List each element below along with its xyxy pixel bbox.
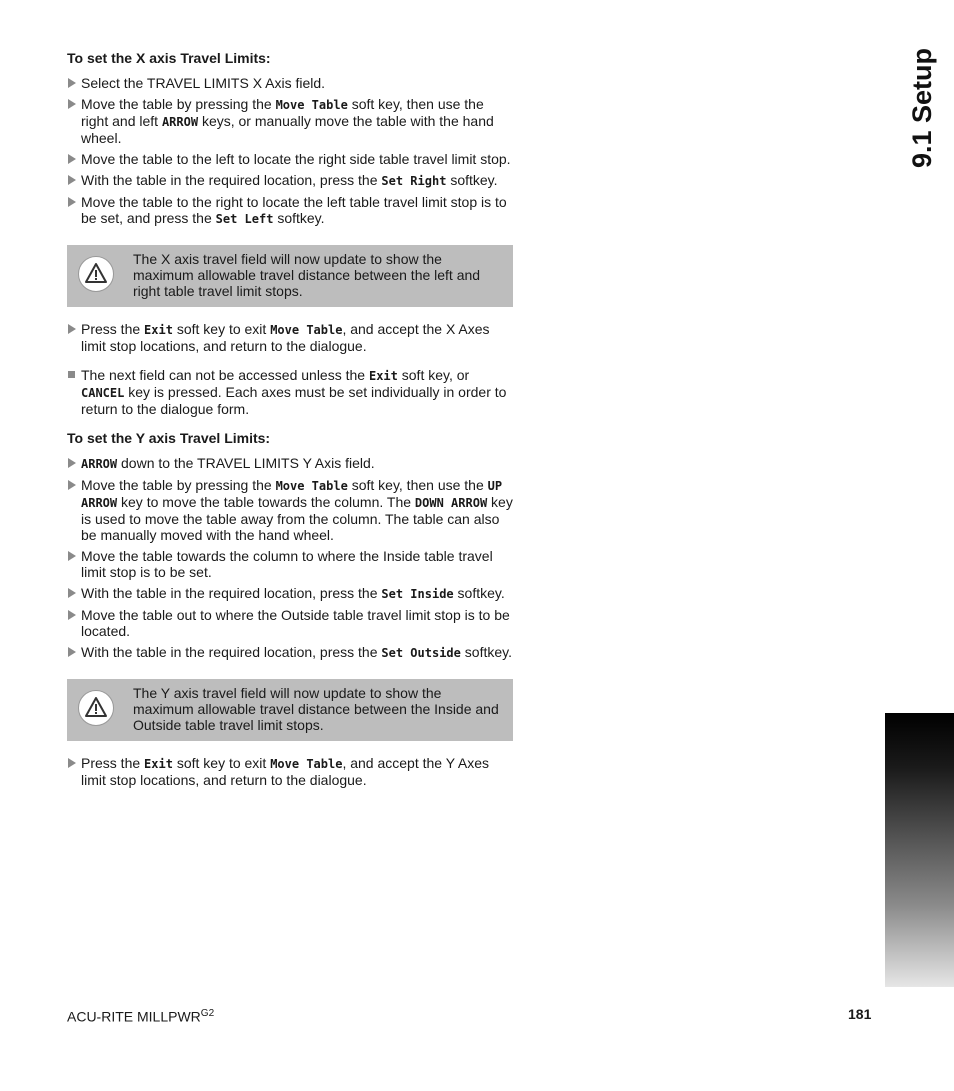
step-text: Move the table towards the column to where the Inside table travel limit stop is to be set. — [81, 548, 493, 580]
step-item — [67, 321, 513, 354]
chapter-tab — [885, 713, 954, 987]
step-text: With the table in the required location, press the Set Outside softkey. — [81, 644, 512, 660]
page-content — [67, 50, 513, 793]
softkey-label: DOWN ARROW — [414, 496, 488, 510]
y-axis-steps — [67, 455, 513, 661]
softkey-label: Set Right — [381, 174, 447, 188]
y-axis-heading: To set the Y axis Travel Limits: — [67, 430, 271, 446]
triangle-bullet-icon — [68, 78, 76, 88]
triangle-bullet-icon — [68, 458, 76, 468]
softkey-label: Exit — [368, 369, 398, 383]
section-side-title-text: 9.1 Setup — [907, 47, 937, 169]
step-text: Move the table to the left to locate the right side table travel limit stop. — [81, 151, 511, 167]
softkey-label: Set Outside — [381, 646, 461, 660]
warning-icon — [78, 690, 114, 726]
y-axis-exit-step — [67, 755, 513, 788]
triangle-bullet-icon — [68, 99, 76, 109]
y-axis-note-text: The Y axis travel field will now update to show the maximum allowable travel distance between the Inside and Outside table travel limit stops. — [133, 685, 499, 733]
x-axis-note — [67, 245, 513, 307]
softkey-label: Move Table — [275, 479, 348, 493]
step-item — [67, 151, 513, 167]
step-item — [67, 585, 513, 602]
step-item — [67, 644, 513, 661]
step-text: Press the Exit soft key to exit Move Table, and accept the Y Axes limit stop locations, and return to the dialogue. — [81, 755, 490, 788]
warning-icon — [78, 256, 114, 292]
y-axis-note — [67, 679, 513, 741]
step-text: Move the table by pressing the Move Table soft key, then use the UP ARROW key to move the table towards the column. The DOWN ARROW key is used to move the table away from the column. The table can also be manually moved with the hand wheel. — [81, 477, 513, 543]
step-text: Select the TRAVEL LIMITS X Axis field. — [81, 75, 326, 91]
x-axis-exit-step — [67, 321, 513, 354]
triangle-bullet-icon — [68, 175, 76, 185]
triangle-bullet-icon — [68, 324, 76, 334]
step-item — [67, 96, 513, 146]
section-side-title — [905, 48, 939, 168]
x-axis-steps — [67, 75, 513, 227]
x-axis-info — [67, 367, 513, 417]
softkey-label: Exit — [144, 757, 173, 771]
step-text: The next field can not be accessed unless the Exit soft key, or CANCEL key is pressed. Each axes must be set individually in order to return to the dialogue form. — [81, 367, 507, 417]
softkey-label: Exit — [144, 323, 173, 337]
footer-product-name: ACU-RITE MILLPWR — [67, 1008, 201, 1025]
triangle-bullet-icon — [68, 197, 76, 207]
step-text: ARROW down to the TRAVEL LIMITS Y Axis field. — [81, 455, 375, 471]
step-text: With the table in the required location, press the Set Inside softkey. — [81, 585, 505, 601]
info-item — [67, 367, 513, 417]
step-text: Move the table out to where the Outside table travel limit stop is to be located. — [81, 607, 510, 639]
softkey-label: Move Table — [270, 757, 343, 771]
step-item — [67, 755, 513, 788]
step-item — [67, 477, 513, 543]
step-item — [67, 607, 513, 639]
step-text: Move the table to the right to locate the left table travel limit stop is to be set, and press the Set Left softkey. — [81, 194, 507, 226]
x-axis-heading: To set the X axis Travel Limits: — [67, 50, 271, 66]
step-item — [67, 455, 513, 472]
softkey-label: Move Table — [275, 98, 348, 112]
softkey-label: UP ARROW — [81, 479, 503, 510]
triangle-bullet-icon — [68, 758, 76, 768]
step-item — [67, 172, 513, 189]
softkey-label: Set Inside — [381, 587, 454, 601]
softkey-label: ARROW — [81, 457, 118, 471]
softkey-label: CANCEL — [81, 386, 125, 400]
triangle-bullet-icon — [68, 551, 76, 561]
footer-product-sup: G2 — [200, 1008, 215, 1019]
page-number: 181 — [848, 1006, 872, 1022]
triangle-bullet-icon — [68, 588, 76, 598]
step-item — [67, 194, 513, 227]
triangle-bullet-icon — [68, 610, 76, 620]
step-item — [67, 548, 513, 580]
square-bullet-icon — [68, 371, 75, 378]
triangle-bullet-icon — [68, 154, 76, 164]
softkey-label: ARROW — [161, 115, 199, 129]
step-item — [67, 75, 513, 91]
step-text: Press the Exit soft key to exit Move Table, and accept the X Axes limit stop locations, and return to the dialogue. — [81, 321, 490, 354]
step-text: With the table in the required location, press the Set Right softkey. — [81, 172, 498, 188]
triangle-bullet-icon — [68, 647, 76, 657]
step-text: Move the table by pressing the Move Table soft key, then use the right and left ARROW keys, or manually move the table with the hand wheel. — [81, 96, 494, 146]
triangle-bullet-icon — [68, 480, 76, 490]
footer-product — [67, 1006, 214, 1025]
softkey-label: Set Left — [215, 212, 274, 226]
x-axis-note-text: The X axis travel field will now update to show the maximum allowable travel distance between the left and right table travel limit stops. — [133, 251, 481, 299]
softkey-label: Move Table — [270, 323, 343, 337]
